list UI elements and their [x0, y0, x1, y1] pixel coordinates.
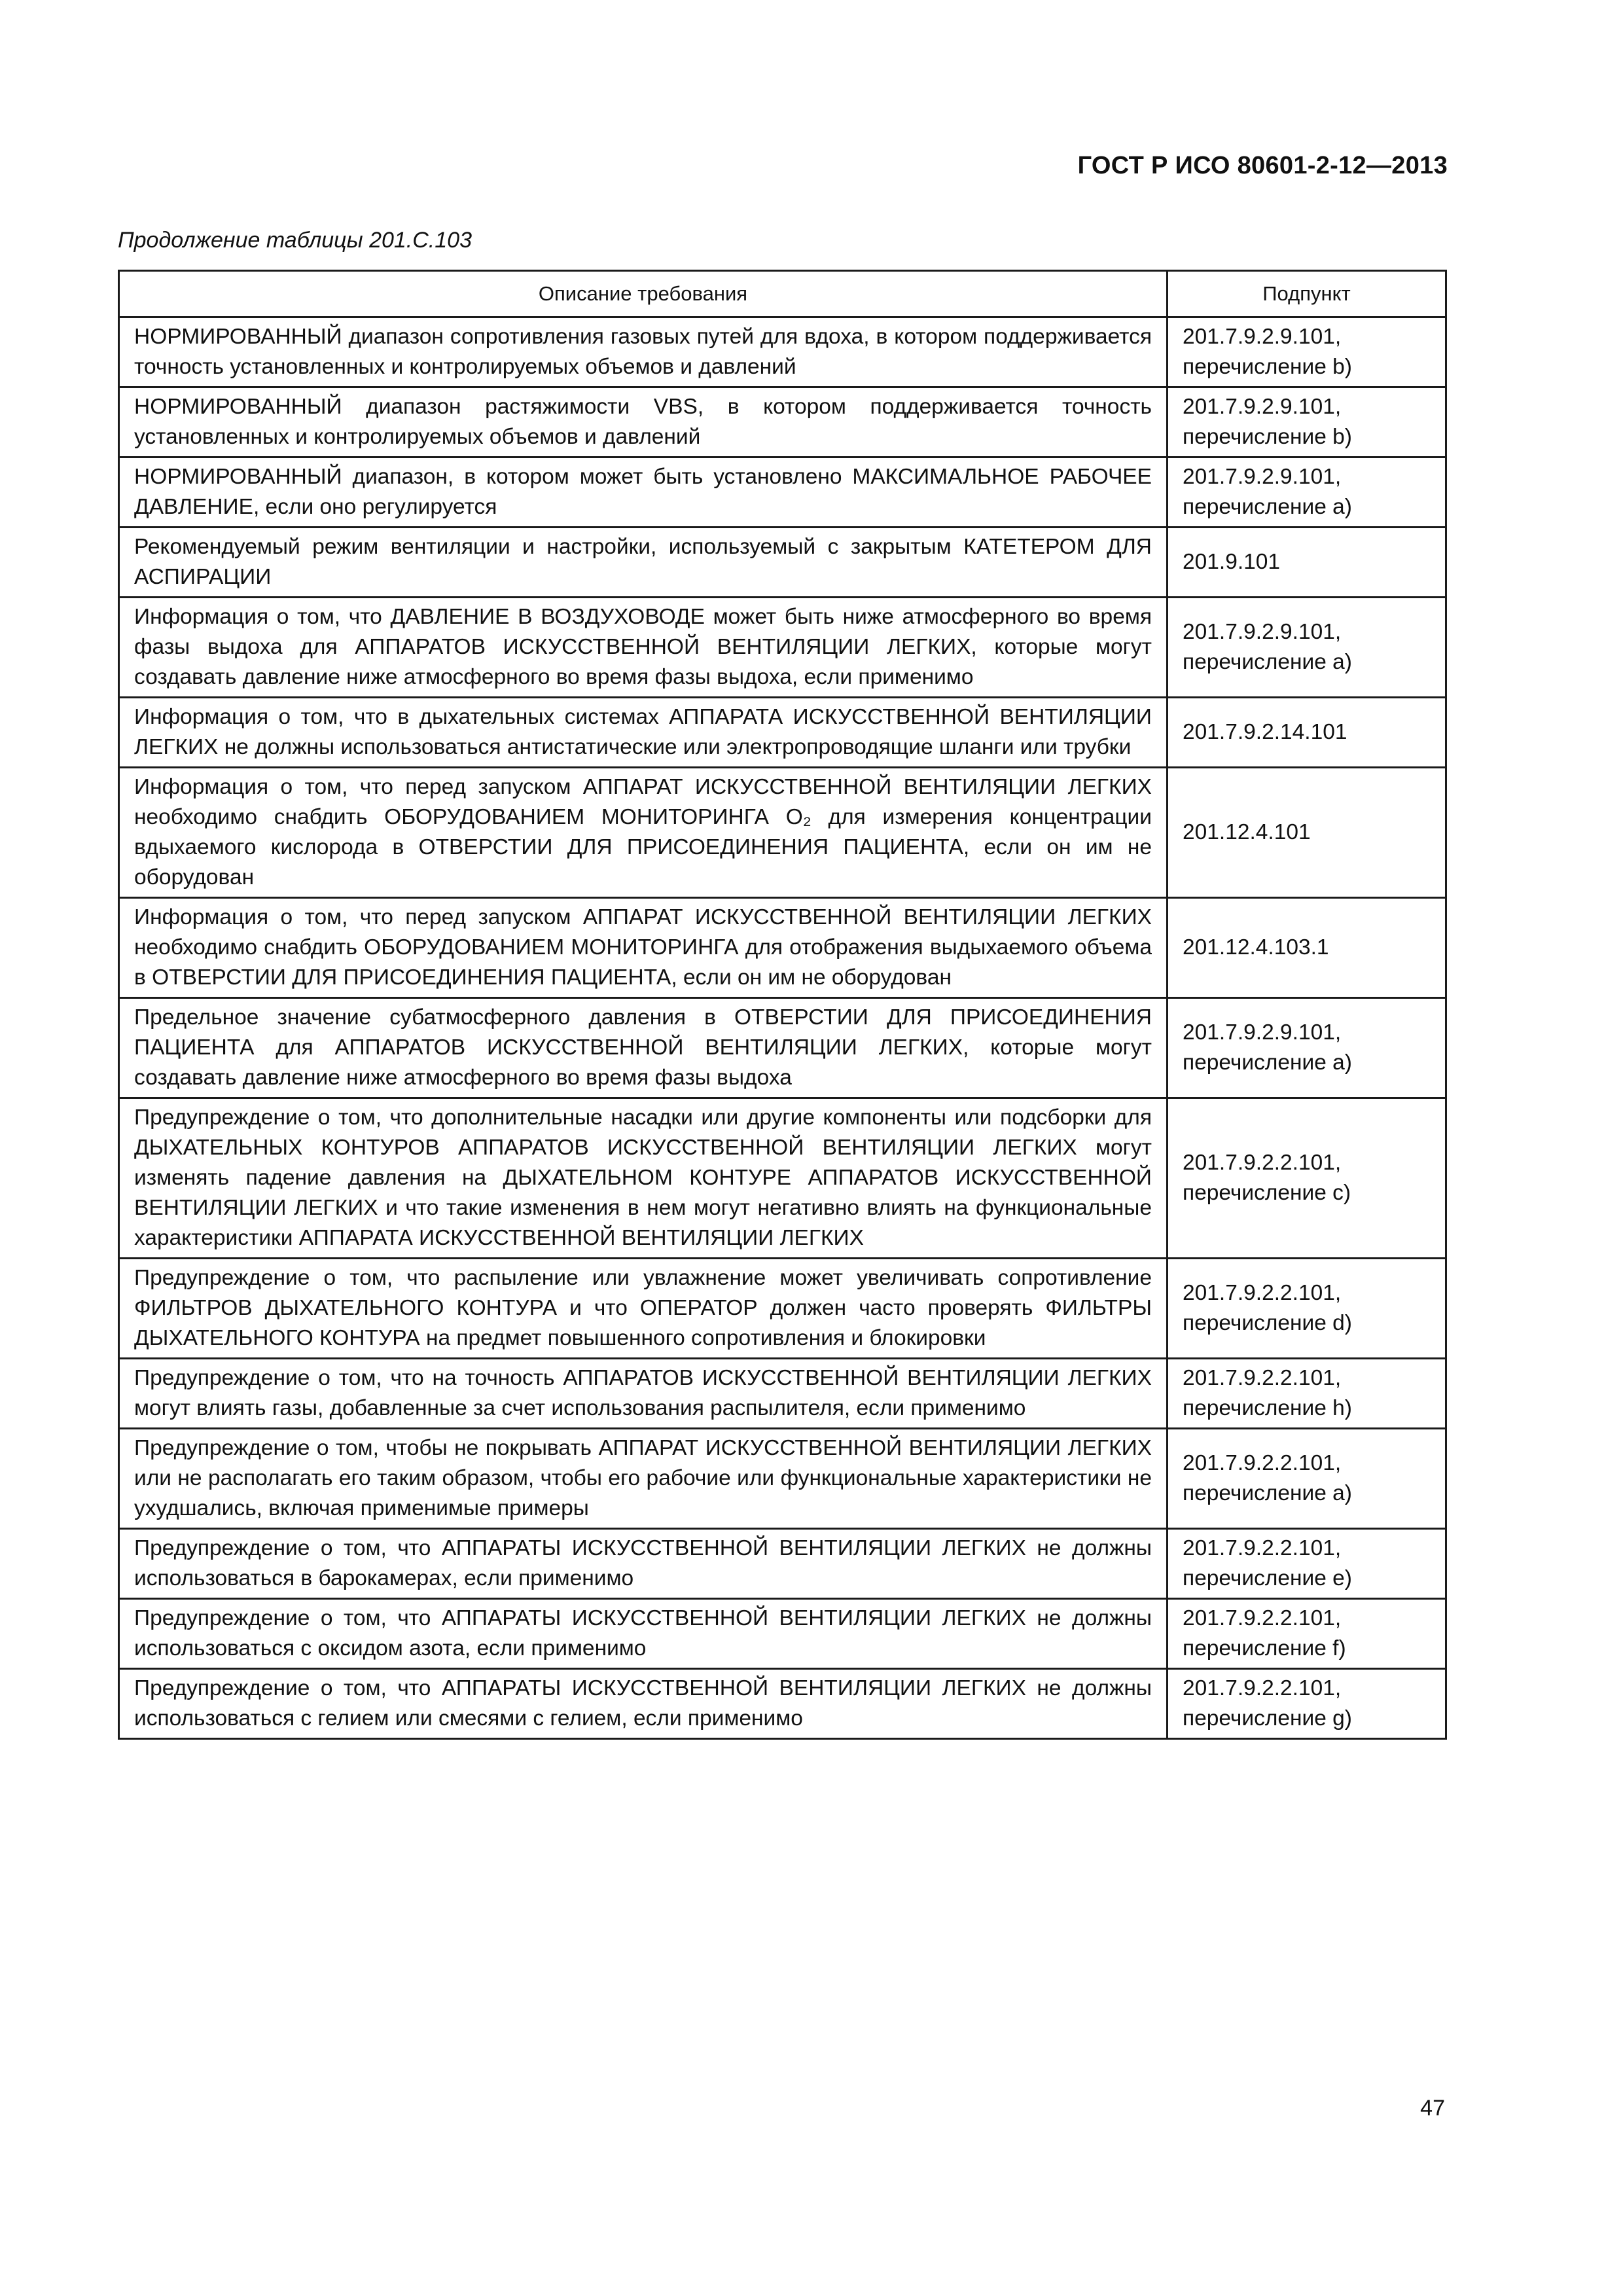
- requirement-clause: 201.7.9.2.9.101, перечисление а): [1168, 457, 1446, 528]
- table-row: [119, 317, 1446, 387]
- table-row: [119, 528, 1446, 598]
- requirement-clause: 201.7.9.2.9.101, перечисление b): [1168, 387, 1446, 457]
- requirements-table: [118, 270, 1447, 1740]
- requirement-description: Информация о том, что перед запуском АППАРАТ ИСКУССТВЕННОЙ ВЕНТИЛЯЦИИ ЛЕГКИХ необходимо снабдить ОБОРУДОВАНИЕМ МОНИТОРИНГА O₂ для измерения концентрации вдыхаемого кислорода в ОТВЕРСТИИ ДЛЯ ПРИСОЕДИНЕНИЯ ПАЦИЕНТА, если он им не оборудован: [119, 768, 1168, 898]
- requirement-clause: 201.7.9.2.9.101, перечисление а): [1168, 998, 1446, 1098]
- table-row: [119, 768, 1446, 898]
- table-row: [119, 387, 1446, 457]
- requirement-clause: 201.7.9.2.2.101, перечисление f): [1168, 1599, 1446, 1669]
- table-row: [119, 1259, 1446, 1359]
- requirement-clause: 201.7.9.2.2.101, перечисление с): [1168, 1098, 1446, 1259]
- table-row: [119, 457, 1446, 528]
- column-header-description: Описание требования: [119, 271, 1168, 317]
- column-header-clause: Подпункт: [1168, 271, 1446, 317]
- table-row: [119, 1429, 1446, 1529]
- requirement-clause: 201.7.9.2.9.101, перечисление а): [1168, 598, 1446, 698]
- table-row: [119, 898, 1446, 998]
- requirement-description: Предупреждение о том, что АППАРАТЫ ИСКУССТВЕННОЙ ВЕНТИЛЯЦИИ ЛЕГКИХ не должны использоваться с гелием или смесями с гелием, если применимо: [119, 1669, 1168, 1739]
- table-caption: Продолжение таблицы 201.С.103: [118, 228, 472, 253]
- requirement-clause: 201.7.9.2.9.101, перечисление b): [1168, 317, 1446, 387]
- requirement-description: Предупреждение о том, что АППАРАТЫ ИСКУССТВЕННОЙ ВЕНТИЛЯЦИИ ЛЕГКИХ не должны использоваться с оксидом азота, если применимо: [119, 1599, 1168, 1669]
- requirement-clause: 201.12.4.103.1: [1168, 898, 1446, 998]
- requirement-clause: 201.7.9.2.2.101, перечисление h): [1168, 1359, 1446, 1429]
- requirement-clause: 201.7.9.2.2.101, перечисление d): [1168, 1259, 1446, 1359]
- requirement-description: Предупреждение о том, что дополнительные насадки или другие компоненты или подсборки для ДЫХАТЕЛЬНЫХ КОНТУРОВ АППАРАТОВ ИСКУССТВЕННОЙ ВЕНТИЛЯЦИИ ЛЕГКИХ могут изменять падение давления на ДЫХАТЕЛЬНОМ КОНТУРЕ АППАРАТОВ ИСКУССТВЕННОЙ ВЕНТИЛЯЦИИ ЛЕГКИХ и что такие изменения в нем могут негативно влиять на функциональные характеристики АППАРАТА ИСКУССТВЕННОЙ ВЕНТИЛЯЦИИ ЛЕГКИХ: [119, 1098, 1168, 1259]
- requirement-description: НОРМИРОВАННЫЙ диапазон, в котором может быть установлено МАКСИМАЛЬНОЕ РАБОЧЕЕ ДАВЛЕНИЕ, если оно регулируется: [119, 457, 1168, 528]
- table-row: [119, 598, 1446, 698]
- requirement-description: Информация о том, что ДАВЛЕНИЕ В ВОЗДУХОВОДЕ может быть ниже атмосферного во время фазы выдоха для АППАРАТОВ ИСКУССТВЕННОЙ ВЕНТИЛЯЦИИ ЛЕГКИХ, которые могут создавать давление ниже атмосферного во время фазы выдоха, если применимо: [119, 598, 1168, 698]
- requirement-description: НОРМИРОВАННЫЙ диапазон сопротивления газовых путей для вдоха, в котором поддерживается точность установленных и контролируемых объемов и давлений: [119, 317, 1168, 387]
- requirement-description: Предупреждение о том, чтобы не покрывать АППАРАТ ИСКУССТВЕННОЙ ВЕНТИЛЯЦИИ ЛЕГКИХ или не располагать его таким образом, чтобы его рабочие или функциональные характеристики не ухудшались, включая применимые примеры: [119, 1429, 1168, 1529]
- requirement-clause: 201.7.9.2.14.101: [1168, 698, 1446, 768]
- requirement-clause: 201.9.101: [1168, 528, 1446, 598]
- requirement-description: Предупреждение о том, что на точность АППАРАТОВ ИСКУССТВЕННОЙ ВЕНТИЛЯЦИИ ЛЕГКИХ могут влиять газы, добавленные за счет использования распылителя, если применимо: [119, 1359, 1168, 1429]
- requirement-description: НОРМИРОВАННЫЙ диапазон растяжимости VBS, в котором поддерживается точность установленных и контролируемых объемов и давлений: [119, 387, 1168, 457]
- table-row: [119, 698, 1446, 768]
- table-row: [119, 998, 1446, 1098]
- requirement-clause: 201.7.9.2.2.101, перечисление е): [1168, 1529, 1446, 1599]
- requirement-description: Информация о том, что в дыхательных системах АППАРАТА ИСКУССТВЕННОЙ ВЕНТИЛЯЦИИ ЛЕГКИХ не должны использоваться антистатические или электропроводящие шланги или трубки: [119, 698, 1168, 768]
- table-row: [119, 1669, 1446, 1739]
- table-header-row: [119, 271, 1446, 317]
- page-number: 47: [1420, 2096, 1445, 2121]
- requirement-description: Рекомендуемый режим вентиляции и настройки, используемый с закрытым КАТЕТЕРОМ ДЛЯ АСПИРАЦИИ: [119, 528, 1168, 598]
- table-row: [119, 1599, 1446, 1669]
- document-code-header: ГОСТ Р ИСО 80601-2-12—2013: [1077, 152, 1448, 179]
- table-row: [119, 1529, 1446, 1599]
- requirement-clause: 201.7.9.2.2.101, перечисление а): [1168, 1429, 1446, 1529]
- requirement-description: Предупреждение о том, что распыление или увлажнение может увеличивать сопротивление ФИЛЬТРОВ ДЫХАТЕЛЬНОГО КОНТУРА и что ОПЕРАТОР должен часто проверять ФИЛЬТРЫ ДЫХАТЕЛЬНОГО КОНТУРА на предмет повышенного сопротивления и блокировки: [119, 1259, 1168, 1359]
- requirement-clause: 201.7.9.2.2.101, перечисление g): [1168, 1669, 1446, 1739]
- table-row: [119, 1098, 1446, 1259]
- table-row: [119, 1359, 1446, 1429]
- requirement-description: Предельное значение субатмосферного давления в ОТВЕРСТИИ ДЛЯ ПРИСОЕДИНЕНИЯ ПАЦИЕНТА для АППАРАТОВ ИСКУССТВЕННОЙ ВЕНТИЛЯЦИИ ЛЕГКИХ, которые могут создавать давление ниже атмосферного во время фазы выдоха: [119, 998, 1168, 1098]
- requirement-description: Информация о том, что перед запуском АППАРАТ ИСКУССТВЕННОЙ ВЕНТИЛЯЦИИ ЛЕГКИХ необходимо снабдить ОБОРУДОВАНИЕМ МОНИТОРИНГА для отображения выдыхаемого объема в ОТВЕРСТИИ ДЛЯ ПРИСОЕДИНЕНИЯ ПАЦИЕНТА, если он им не оборудован: [119, 898, 1168, 998]
- requirement-description: Предупреждение о том, что АППАРАТЫ ИСКУССТВЕННОЙ ВЕНТИЛЯЦИИ ЛЕГКИХ не должны использоваться в барокамерах, если применимо: [119, 1529, 1168, 1599]
- requirement-clause: 201.12.4.101: [1168, 768, 1446, 898]
